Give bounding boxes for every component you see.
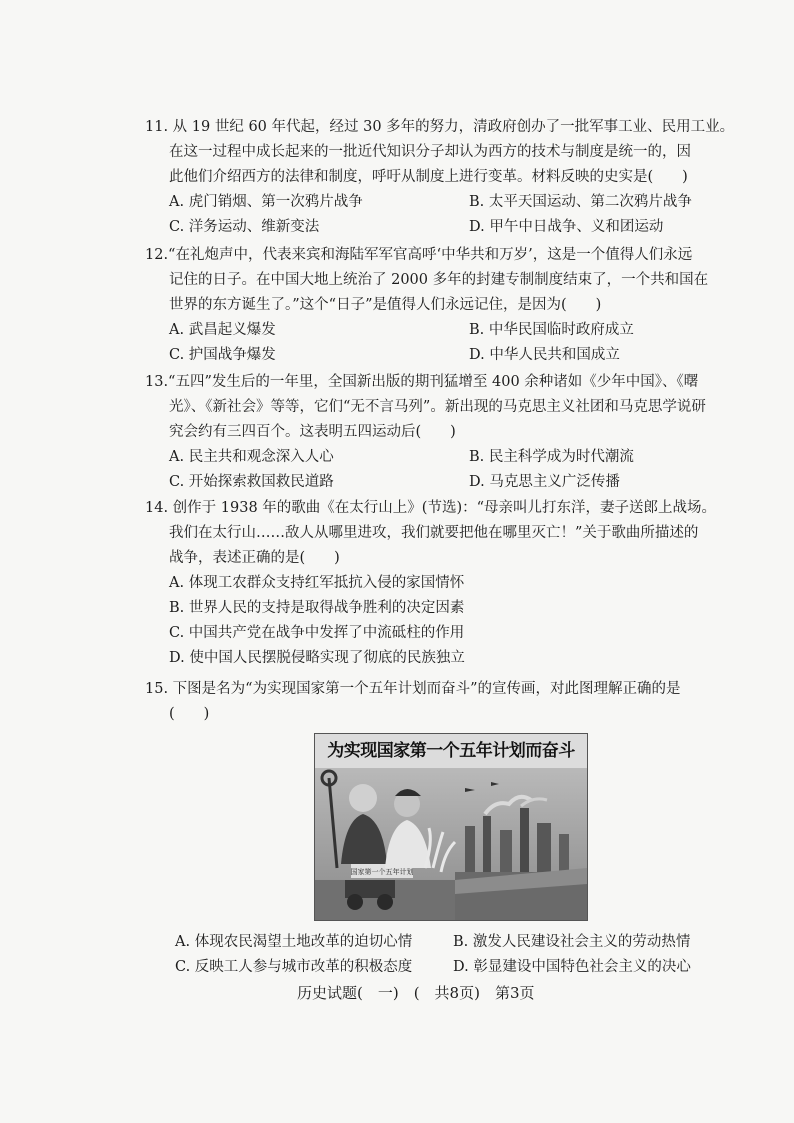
question-line: 14. 创作于 1938 年的歌曲《在太行山上》(节选)：“母亲叫儿打东洋，妻子送郎上战场。	[145, 500, 717, 516]
question-line: ( )	[169, 706, 210, 722]
question-line: 世界的东方诞生了。”这个“日子”是值得人们永远记住，是因为( )	[169, 297, 602, 313]
options	[145, 445, 735, 495]
option-b[interactable]: B. 激发人民建设社会主义的劳动热情	[453, 934, 691, 950]
question-14	[145, 496, 735, 671]
question-15	[145, 677, 735, 727]
option-b[interactable]: B. 中华民国临时政府成立	[469, 322, 634, 338]
question-line: 此他们介绍西方的法律和制度，呼吁从制度上进行变革。材料反映的史实是( )	[169, 169, 688, 185]
question-line: 究会约有三四百个。这表明五四运动后( )	[169, 424, 456, 440]
options	[145, 190, 735, 240]
option-a[interactable]: A. 虎门销烟、第一次鸦片战争	[169, 194, 363, 210]
question-line: 我们在太行山……敌人从哪里进攻，我们就要把他在哪里灭亡！”关于歌曲所描述的	[169, 525, 699, 541]
option-a[interactable]: A. 民主共和观念深入人心	[169, 449, 334, 465]
option-d[interactable]: D. 中华人民共和国成立	[469, 347, 620, 363]
question-line: 记住的日子。在中国大地上统治了 2000 多年的封建专制制度结束了，一个共和国在	[169, 272, 709, 288]
options	[145, 571, 735, 671]
option-b[interactable]: B. 民主科学成为时代潮流	[469, 449, 634, 465]
page-footer: 历史试题( 一) ( 共8页) 第3页	[297, 984, 535, 1002]
option-c[interactable]: C. 洋务运动、维新变法	[169, 219, 320, 235]
option-c[interactable]: C. 开始探索救国救民道路	[169, 474, 334, 490]
option-d[interactable]: D. 使中国人民摆脱侵略实现了彻底的民族独立	[169, 650, 465, 666]
option-b[interactable]: B. 世界人民的支持是取得战争胜利的决定因素	[169, 600, 465, 616]
option-a[interactable]: A. 体现农民渴望土地改革的迫切心情	[175, 934, 413, 950]
options	[145, 318, 735, 368]
option-a[interactable]: A. 武昌起义爆发	[169, 322, 276, 338]
question-15-options	[145, 930, 735, 980]
option-b[interactable]: B. 太平天国运动、第二次鸦片战争	[469, 194, 692, 210]
options	[145, 930, 735, 980]
question-line: 11. 从 19 世纪 60 年代起，经过 30 多年的努力，清政府创办了一批军事工业、民用工业。	[145, 119, 735, 135]
option-d[interactable]: D. 马克思主义广泛传播	[469, 474, 620, 490]
question-11	[145, 115, 735, 240]
poster-banner: 国家第一个五年计划	[350, 868, 414, 876]
question-line: 13.“五四”发生后的一年里，全国新出版的期刊猛增至 400 余种诸如《少年中国》、《曙	[145, 374, 699, 390]
option-d[interactable]: D. 甲午中日战争、义和团运动	[469, 219, 664, 235]
question-line: 15. 下图是名为“为实现国家第一个五年计划而奋斗”的宣传画，对此图理解正确的是	[145, 681, 681, 697]
option-c[interactable]: C. 反映工人参与城市改革的积极态度	[175, 959, 413, 975]
option-a[interactable]: A. 体现工农群众支持红军抵抗入侵的家国情怀	[169, 575, 465, 591]
option-c[interactable]: C. 中国共产党在战争中发挥了中流砥柱的作用	[169, 625, 465, 641]
question-line: 光》、《新社会》等等，它们“无不言马列”。新出现的马克思主义社团和马克思学说研	[169, 399, 706, 415]
poster-title: 为实现国家第一个五年计划而奋斗	[315, 734, 587, 768]
question-line: 战争，表述正确的是( )	[169, 550, 340, 566]
propaganda-poster-image	[315, 768, 587, 920]
question-13	[145, 370, 735, 495]
question-line: 12.“在礼炮声中，代表来宾和海陆军军官高呼‘中华共和万岁’，这是一个值得人们永远	[145, 247, 693, 263]
propaganda-poster	[314, 733, 588, 921]
option-d[interactable]: D. 彰显建设中国特色社会主义的决心	[453, 959, 691, 975]
question-12	[145, 243, 735, 368]
option-c[interactable]: C. 护国战争爆发	[169, 347, 276, 363]
question-line: 在这一过程中成长起来的一批近代知识分子却认为西方的技术与制度是统一的，因	[169, 144, 691, 160]
